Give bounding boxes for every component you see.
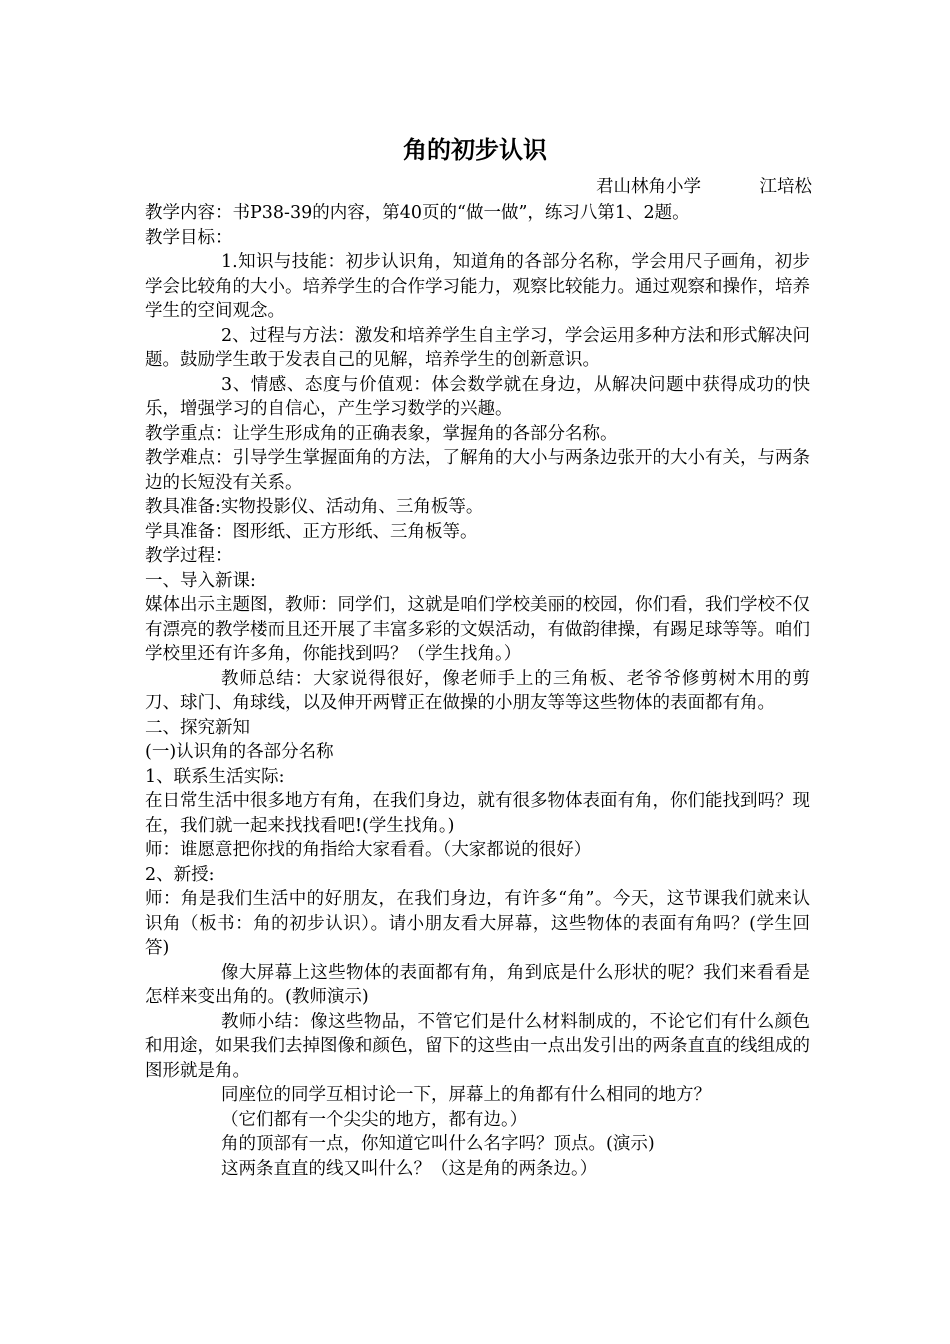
paragraph: 二、探究新知 — [145, 717, 250, 738]
author-name: 江培松 — [759, 177, 812, 197]
paragraph: 在日常生活中很多地方有角，在我们身边，就有很多物体表面有角，你们能找到吗？现在，我们就一起来找找看吧!(学生找角。) — [145, 791, 810, 836]
paragraph: 教学过程： — [145, 546, 233, 566]
document-body — [145, 201, 810, 1181]
paragraph: 像大屏幕上这些物体的表面都有角，角到底是什么形状的呢？我们来看看是怎样来变出角的。(教师演示) — [145, 962, 810, 1007]
paragraph: 1、联系生活实际: — [145, 766, 285, 787]
paragraph: 3、情感、态度与价值观：体会数学就在身边，从解决问题中获得成功的快乐，增强学习的自信心，产生学习数学的兴趣。 — [145, 374, 810, 419]
paragraph: 2、过程与方法：激发和培养学生自主学习，学会运用多种方法和形式解决问题。鼓励学生敢于发表自己的见解，培养学生的创新意识。 — [145, 325, 810, 370]
document-title: 角的初步认识 — [403, 136, 547, 164]
paragraph: 教学重点：让学生形成角的正确表象，掌握角的各部分名称。 — [145, 423, 618, 444]
paragraph: 教师总结：大家说得很好，像老师手上的三角板、老爷爷修剪树木用的剪刀、球门、角球线，以及伸开两臂正在做操的小朋友等等这些物体的表面都有角。 — [145, 668, 810, 713]
paragraph: 媒体出示主题图，教师：同学们，这就是咱们学校美丽的校园，你们看，我们学校不仅有漂亮的教学楼而且还开展了丰富多彩的文娱活动，有做韵律操，有踢足球等等。咱们学校里还有许多角，你能找到吗？（学生找角。） — [145, 595, 810, 664]
paragraph: 学具准备：图形纸、正方形纸、三角板等。 — [145, 521, 478, 542]
paragraph: 这两条直直的线又叫什么？（这是角的两条边。） — [221, 1158, 598, 1179]
author-line — [596, 176, 812, 198]
paragraph: 角的顶部有一点，你知道它叫什么名字吗？顶点。(演示) — [221, 1134, 655, 1154]
paragraph: （它们都有一个尖尖的地方，都有边。） — [221, 1109, 528, 1130]
paragraph: (一)认识角的各部分名称 — [145, 742, 334, 762]
paragraph: 教学目标： — [145, 227, 233, 248]
school-name: 君山林角小学 — [596, 177, 701, 197]
paragraph: 师：谁愿意把你找的角指给大家看看。（大家都说的很好） — [145, 840, 592, 860]
paragraph: 师：角是我们生活中的好朋友，在我们身边，有许多“角”。今天，这节课我们就来认识角（板书：角的初步认识）。请小朋友看大屏幕，这些物体的表面有角吗？(学生回答) — [145, 889, 810, 958]
paragraph: 教学内容：书P38-39的内容，第40页的“做一做”，练习八第1、2题。 — [145, 203, 690, 223]
paragraph: 教具准备:实物投影仪、活动角、三角板等。 — [145, 497, 484, 517]
paragraph: 一、导入新课: — [145, 570, 256, 591]
paragraph: 2、新授: — [145, 864, 215, 885]
paragraph: 同座位的同学互相讨论一下，屏幕上的角都有什么相同的地方？ — [221, 1085, 711, 1105]
paragraph: 1.知识与技能：初步认识角，知道角的各部分名称，学会用尺子画角，初步学会比较角的大小。培养学生的合作学习能力，观察比较能力。通过观察和操作，培养学生的空间观念。 — [145, 252, 810, 321]
paragraph: 教师小结：像这些物品，不管它们是什么材料制成的，不论它们有什么颜色和用途，如果我们去掉图像和颜色，留下的这些由一点出发引出的两条直直的线组成的图形就是角。 — [145, 1011, 810, 1081]
paragraph: 教学难点：引导学生掌握面角的方法，了解角的大小与两条边张开的大小有关，与两条边的长短没有关系。 — [145, 448, 810, 493]
